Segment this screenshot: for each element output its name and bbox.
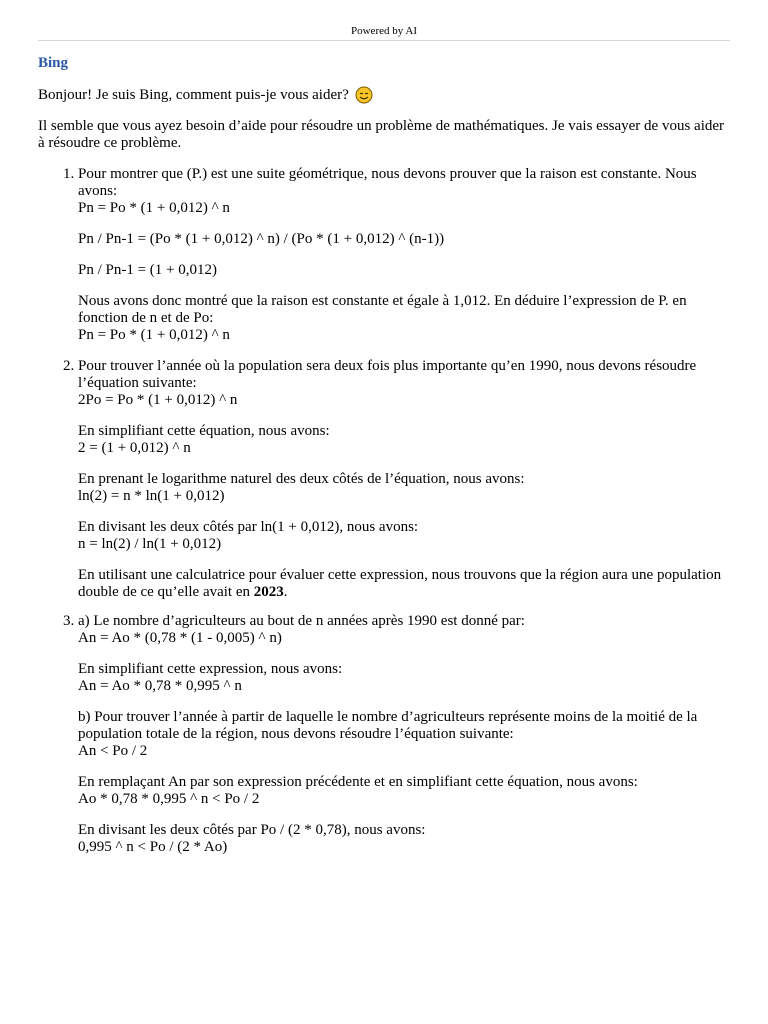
greeting-text: Bonjour! Je suis Bing, comment puis-je vous aider? bbox=[38, 86, 349, 103]
item-paragraph: Nous avons donc montré que la raison est constante et égale à 1,012. En déduire l’expression de P. en fonction de n et de Po: bbox=[78, 293, 687, 326]
page-header bbox=[0, 24, 768, 38]
list-item bbox=[78, 166, 730, 344]
chat-response bbox=[38, 86, 730, 870]
answer-year: 2023 bbox=[253, 584, 284, 600]
item-paragraph: b) Pour trouver l’année à partir de laquelle le nombre d’agriculteurs représente moins de la moitié de la population totale de la région, nous devons résoudre l’équation suivante: bbox=[78, 709, 698, 742]
equation: 0,995 ^ n < Po / (2 * Ao) bbox=[78, 839, 228, 855]
equation: Pn = Po * (1 + 0,012) ^ n bbox=[78, 327, 230, 343]
equation: ln(2) = n * ln(1 + 0,012) bbox=[78, 488, 225, 504]
item-paragraph: 3. a) Le nombre d’agriculteurs au bout de n années après 1990 est donné par: bbox=[78, 613, 525, 629]
list-item bbox=[78, 358, 730, 601]
intro-paragraph: Il semble que vous ayez besoin d’aide pour résoudre un problème de mathématiques. Je vais essayer de vous aider à résoudre ce problème. bbox=[38, 118, 725, 151]
item-paragraph: En divisant les deux côtés par ln(1 + 0,012), nous avons: bbox=[78, 519, 419, 535]
item-paragraph bbox=[78, 567, 730, 601]
equation: 2Po = Po * (1 + 0,012) ^ n bbox=[78, 392, 238, 408]
equation: An = Ao * (0,78 * (1 - 0,005) ^ n) bbox=[78, 630, 282, 646]
item-paragraph: 2. Pour trouver l’année où la population sera deux fois plus importante qu’en 1990, nous devons résoudre l’équation suivante: bbox=[78, 358, 697, 391]
item-paragraph: 1. Pour montrer que (P.) est une suite géométrique, nous devons prouver que la raison est constante. Nous avons: bbox=[78, 166, 697, 199]
equation: An < Po / 2 bbox=[78, 743, 148, 759]
smiley-icon bbox=[355, 86, 373, 104]
item-paragraph: En remplaçant An par son expression précédente et en simplifiant cette équation, nous avons: bbox=[78, 774, 638, 790]
equation: 2 = (1 + 0,012) ^ n bbox=[78, 440, 191, 456]
list-item bbox=[78, 613, 730, 856]
item-paragraph: En simplifiant cette équation, nous avons: bbox=[78, 423, 330, 439]
brand-name: Bing bbox=[38, 55, 69, 71]
equation: n = ln(2) / ln(1 + 0,012) bbox=[78, 536, 222, 552]
item-paragraph: En simplifiant cette expression, nous avons: bbox=[78, 661, 343, 677]
conclusion-text: En utilisant une calculatrice pour évaluer cette expression, nous trouvons que la région aura une population double de ce qu’elle avait en bbox=[78, 567, 722, 600]
item-paragraph: En divisant les deux côtés par Po / (2 * 0,78), nous avons: bbox=[78, 822, 426, 838]
equation: Pn / Pn-1 = (1 + 0,012) bbox=[78, 262, 218, 278]
item-paragraph: En prenant le logarithme naturel des deux côtés de l’équation, nous avons: bbox=[78, 471, 525, 487]
equation: Pn / Pn-1 = (Po * (1 + 0,012) ^ n) / (Po * (1 + 0,012) ^ (n-1)) bbox=[78, 231, 445, 247]
greeting-line bbox=[38, 86, 730, 104]
powered-by-label: Powered by AI bbox=[351, 25, 417, 37]
equation: Ao * 0,78 * 0,995 ^ n < Po / 2 bbox=[78, 791, 260, 807]
equation: An = Ao * 0,78 * 0,995 ^ n bbox=[78, 678, 242, 694]
header-divider bbox=[38, 40, 730, 41]
equation: Pn = Po * (1 + 0,012) ^ n bbox=[78, 200, 230, 216]
conclusion-end: . bbox=[283, 584, 288, 600]
solution-list bbox=[38, 166, 730, 856]
